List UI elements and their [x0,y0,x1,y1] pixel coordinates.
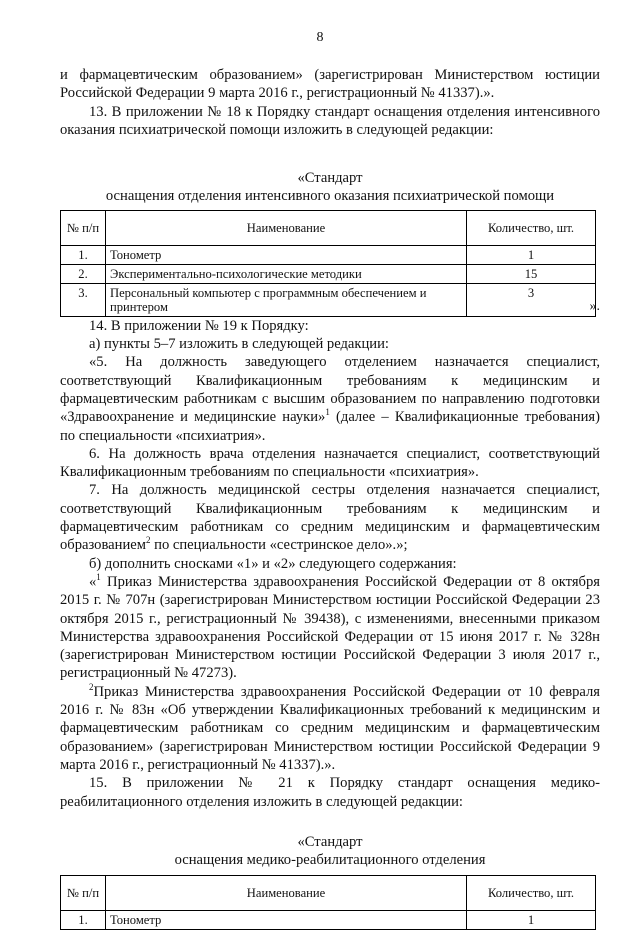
row-qty: 1 [467,911,596,930]
row-qty: 15 [467,264,596,283]
header-qty: Количество, шт. [467,876,596,911]
table-row [61,264,596,283]
p5-text-after: (далее – Квалификационные требования) по специальности «психиатрия». [60,409,600,444]
paragraph-13: 13. В приложении № 18 к Порядку стандарт оснащения отделения интенсивного оказания психиатрической помощи изложить в следующей редакции: [60,103,600,138]
row-name: Экспериментально-психологические методики [106,264,467,283]
fn2-body: Приказ Министерства здравоохранения Российской Федерации от 10 февраля 2016 г. № 83н «Об утверждении Квалификационных требований к медицинским и фармацевтическим работникам со средним медицинским и фармацевтическим образованием» (зарегистрирован Министерством юстиции Российской Федерации 9 марта 2016 г., регистрационный № 41337).». [60,683,600,773]
row-name: Тонометр [106,245,467,264]
paragraph-6: 6. На должность врача отделения назначается специалист, соответствующий Квалификационным требованиям по специальности «психиатрия». [60,445,600,481]
table2-title: «Стандарт [297,833,363,850]
row-name: Персональный компьютер с программным обеспечением и принтером [106,283,467,316]
table1-closing-quote: ». [589,299,600,315]
footnote-ref-1: 1 [325,407,330,418]
footnote-2-text [60,683,600,774]
page-number: 8 [316,30,324,45]
footnote-1-text [60,573,600,683]
row-num: 1. [61,245,106,264]
table1-wrap [60,210,600,317]
fn1-lead: « [89,573,97,590]
paragraph-14a: а) пункты 5–7 изложить в следующей редакции: [89,336,389,353]
document-body [60,66,600,930]
table-row [61,245,596,264]
fn1-body: Приказ Министерства здравоохранения Российской Федерации от 8 октября 2015 г. № 707н (зарегистрирован Министерством юстиции Российской Федерации 23 октября 2015 г., регистрационный № 39438), с изменениями, внесенными приказом Министерства здравоохранения Российской Федерации от 15 июня 2017 г. № 328н (зарегистрирован Министерством юстиции Российской Федерации 3 июля 2017 г., регистрационный № 47273). [60,573,600,682]
p7-text-before: 7. На должность медицинской сестры отделения назначается специалист, соответствующий Квалификационным требованиям к медицинским и фармацевтическим работникам со средним медицинским и фармацевтическим образованием [60,482,600,554]
table-row [61,911,596,930]
equipment-table-1 [60,210,596,317]
row-num: 3. [61,283,106,316]
header-name: Наименование [106,876,467,911]
paragraph-14: 14. В приложении № 19 к Порядку: [89,317,309,334]
row-name: Тонометр [106,911,467,930]
header-name: Наименование [106,210,467,245]
paragraph-5 [60,353,600,444]
table-row [61,283,596,316]
header-num: № п/п [61,876,106,911]
fn2-marker: 2 [89,681,94,692]
header-qty: Количество, шт. [467,210,596,245]
table2-subtitle: оснащения медико-реабилитационного отделения [174,852,486,869]
p7-text-after: по специальности «сестринское дело».»; [150,537,408,554]
table1-subtitle: оснащения отделения интенсивного оказания психиатрической помощи [105,188,555,205]
table-header-row [61,876,596,911]
table1-title: «Стандарт [297,170,363,187]
table-header-row [61,210,596,245]
paragraph-14b: б) дополнить сносками «1» и «2» следующего содержания: [89,555,457,572]
row-num: 2. [61,264,106,283]
footnote-ref-2: 2 [145,535,151,546]
paragraph-continuation: и фармацевтическим образованием» (зарегистрирован Министерством юстиции Российской Федерации 9 марта 2016 г., регистрационный № 41337).». [60,67,600,102]
fn1-marker: 1 [96,572,101,583]
paragraph-7 [60,481,600,554]
header-num: № п/п [61,210,106,245]
row-qty: 1 [467,245,596,264]
row-qty: 3 [467,283,596,316]
row-num: 1. [61,911,106,930]
p5-text-before: «5. На должность заведующего отделением назначается специалист, соответствующий Квалификационным требованиям к медицинским и фармацевтическим работникам с высшим образованием по направлению подготовки «Здравоохранение и медицинские науки» [60,354,600,426]
paragraph-15: 15. В приложении № 21 к Порядку стандарт оснащения медико-реабилитационного отделения изложить в следующей редакции: [60,775,600,810]
equipment-table-2 [60,875,596,930]
